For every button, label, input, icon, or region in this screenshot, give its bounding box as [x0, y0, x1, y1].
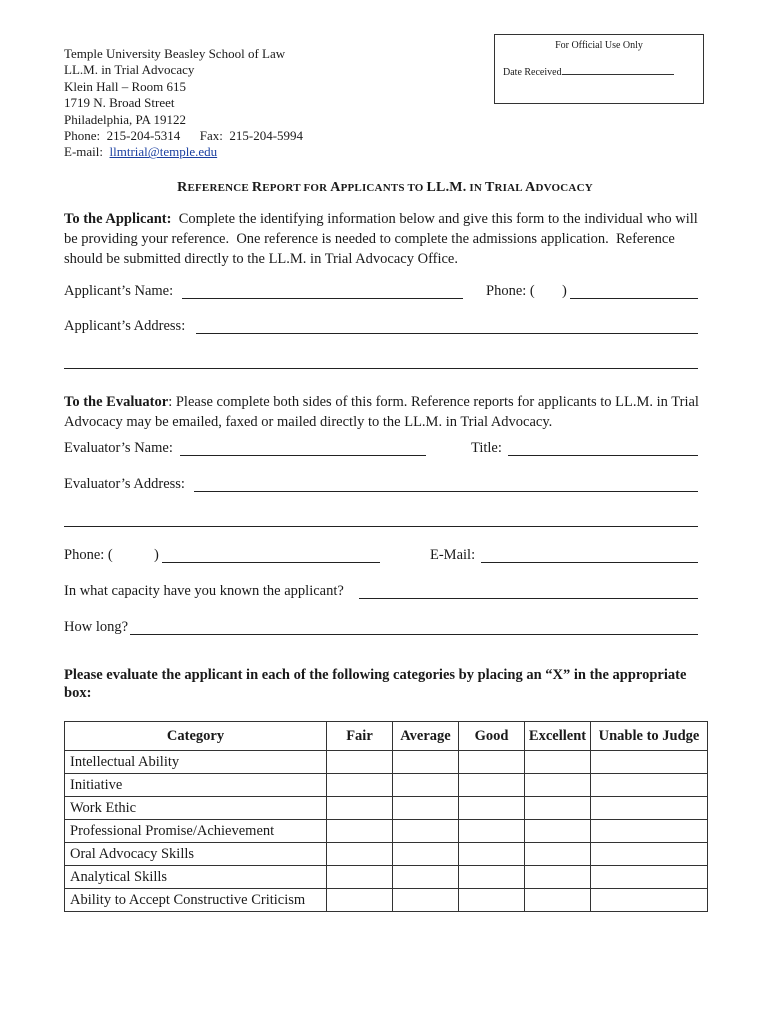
evaluator-name-label: Evaluator’s Name:	[64, 440, 173, 456]
applicant-name-line[interactable]	[182, 298, 463, 299]
rating-box-fair[interactable]	[327, 889, 393, 912]
building-room: Klein Hall – Room 615	[64, 78, 187, 94]
applicant-instructions	[64, 209, 709, 269]
rating-box-average[interactable]	[393, 889, 459, 912]
table-row	[65, 820, 708, 843]
rating-box-excellent[interactable]	[525, 797, 591, 820]
evaluator-phone-line[interactable]	[162, 562, 380, 563]
email-row	[64, 144, 303, 160]
rating-box-fair[interactable]	[327, 751, 393, 774]
rating-box-excellent[interactable]	[525, 820, 591, 843]
rating-box-excellent[interactable]	[525, 751, 591, 774]
report-title: REFERENCE REPORT FOR APPLICANTS TO LL.M. IN TRIAL ADVOCACY	[177, 180, 593, 195]
how-long-line[interactable]	[130, 634, 698, 635]
school-address-block	[64, 46, 303, 161]
rating-box-unable-to-judge[interactable]	[591, 797, 708, 820]
evaluator-name-line[interactable]	[180, 455, 426, 456]
category-label: Ability to Accept Constructive Criticism	[65, 889, 327, 912]
date-received-label: Date Received	[503, 67, 562, 78]
program-name: LL.M. in Trial Advocacy	[64, 62, 195, 78]
rating-table	[64, 721, 708, 912]
applicant-instructions-text: Complete the identifying information below and give this form to the individual who will be providing your reference. One reference is needed to complete the admissions application. Reference should be submitted directly to the LL.M. in Trial Advocacy Office.	[64, 211, 702, 267]
rating-box-average[interactable]	[393, 820, 459, 843]
city-state-zip: Philadelphia, PA 19122	[64, 111, 186, 127]
header-excellent: Excellent	[525, 722, 591, 751]
email-link[interactable]: llmtrial@temple.edu	[109, 144, 218, 160]
phone-fax: Phone: 215-204-5314 Fax: 215-204-5994	[64, 128, 304, 144]
date-received-line	[562, 65, 674, 75]
applicant-address-line-1[interactable]	[196, 333, 698, 334]
evaluator-email-line[interactable]	[481, 562, 698, 563]
evaluator-instructions-lead: To the Evaluator	[64, 394, 169, 410]
rating-box-fair[interactable]	[327, 797, 393, 820]
table-row	[65, 866, 708, 889]
evaluator-address-label: Evaluator’s Address:	[64, 476, 185, 492]
capacity-label: In what capacity have you known the applicant?	[64, 583, 344, 599]
header-category: Category	[65, 722, 327, 751]
table-row	[65, 751, 708, 774]
category-label: Oral Advocacy Skills	[65, 843, 327, 866]
rating-box-fair[interactable]	[327, 820, 393, 843]
rating-box-unable-to-judge[interactable]	[591, 820, 708, 843]
rating-box-average[interactable]	[393, 751, 459, 774]
evaluator-address-line-2[interactable]	[64, 526, 698, 527]
rating-box-good[interactable]	[459, 774, 525, 797]
rating-box-unable-to-judge[interactable]	[591, 843, 708, 866]
evaluator-email-label: E-Mail:	[430, 547, 476, 563]
applicant-name-label: Applicant’s Name:	[64, 283, 174, 299]
header-unable-to-judge: Unable to Judge	[591, 722, 708, 751]
rating-box-unable-to-judge[interactable]	[591, 774, 708, 797]
category-label: Initiative	[65, 774, 327, 797]
evaluation-instructions: Please evaluate the applicant in each of the following categories by placing an “X” in the appropriate box:	[64, 667, 687, 701]
rating-box-good[interactable]	[459, 843, 525, 866]
rating-box-good[interactable]	[459, 797, 525, 820]
rating-box-good[interactable]	[459, 889, 525, 912]
evaluator-title-label: Title:	[471, 440, 502, 456]
rating-box-excellent[interactable]	[525, 889, 591, 912]
table-row	[65, 774, 708, 797]
category-label: Intellectual Ability	[65, 751, 327, 774]
rating-box-fair[interactable]	[327, 774, 393, 797]
official-use-box	[494, 34, 704, 104]
street-address: 1719 N. Broad Street	[64, 95, 175, 111]
category-label: Professional Promise/Achievement	[65, 820, 327, 843]
applicant-instructions-lead: To the Applicant:	[64, 211, 172, 227]
rating-box-fair[interactable]	[327, 843, 393, 866]
applicant-phone-label: Phone: (	[486, 283, 535, 299]
header-fair: Fair	[327, 722, 393, 751]
evaluator-phone-close: )	[154, 547, 159, 563]
rating-box-unable-to-judge[interactable]	[591, 866, 708, 889]
capacity-line[interactable]	[359, 598, 698, 599]
header-average: Average	[393, 722, 459, 751]
applicant-phone-close: )	[562, 283, 567, 299]
table-row	[65, 889, 708, 912]
rating-box-average[interactable]	[393, 843, 459, 866]
table-row	[65, 797, 708, 820]
evaluator-phone-label: Phone: (	[64, 547, 113, 563]
rating-box-good[interactable]	[459, 820, 525, 843]
rating-box-unable-to-judge[interactable]	[591, 751, 708, 774]
rating-box-good[interactable]	[459, 866, 525, 889]
rating-box-excellent[interactable]	[525, 866, 591, 889]
evaluator-title-line[interactable]	[508, 455, 698, 456]
rating-table-body	[65, 751, 708, 912]
rating-table-header-row	[65, 722, 708, 751]
rating-box-average[interactable]	[393, 866, 459, 889]
category-label: Work Ethic	[65, 797, 327, 820]
rating-box-fair[interactable]	[327, 866, 393, 889]
rating-box-excellent[interactable]	[525, 843, 591, 866]
rating-box-average[interactable]	[393, 774, 459, 797]
evaluator-instructions-text: : Please complete both sides of this form. Reference reports for applicants to LL.M. in Trial Advocacy may be emailed, faxed or mailed directly to the LL.M. in Trial Advocacy.	[64, 394, 699, 430]
table-row	[65, 843, 708, 866]
evaluator-address-line-1[interactable]	[194, 491, 698, 492]
evaluator-instructions	[64, 392, 709, 432]
rating-box-excellent[interactable]	[525, 774, 591, 797]
email-label: E-mail:	[64, 144, 110, 160]
rating-box-good[interactable]	[459, 751, 525, 774]
school-name: Temple University Beasley School of Law	[64, 46, 286, 61]
rating-box-unable-to-judge[interactable]	[591, 889, 708, 912]
how-long-label: How long?	[64, 619, 129, 635]
header-good: Good	[459, 722, 525, 751]
rating-box-average[interactable]	[393, 797, 459, 820]
official-use-title: For Official Use Only	[555, 40, 643, 51]
date-received-field[interactable]	[503, 65, 674, 78]
applicant-address-label: Applicant’s Address:	[64, 318, 186, 334]
applicant-phone-line[interactable]	[570, 298, 698, 299]
category-label: Analytical Skills	[65, 866, 327, 889]
applicant-address-line-2[interactable]	[64, 368, 698, 369]
